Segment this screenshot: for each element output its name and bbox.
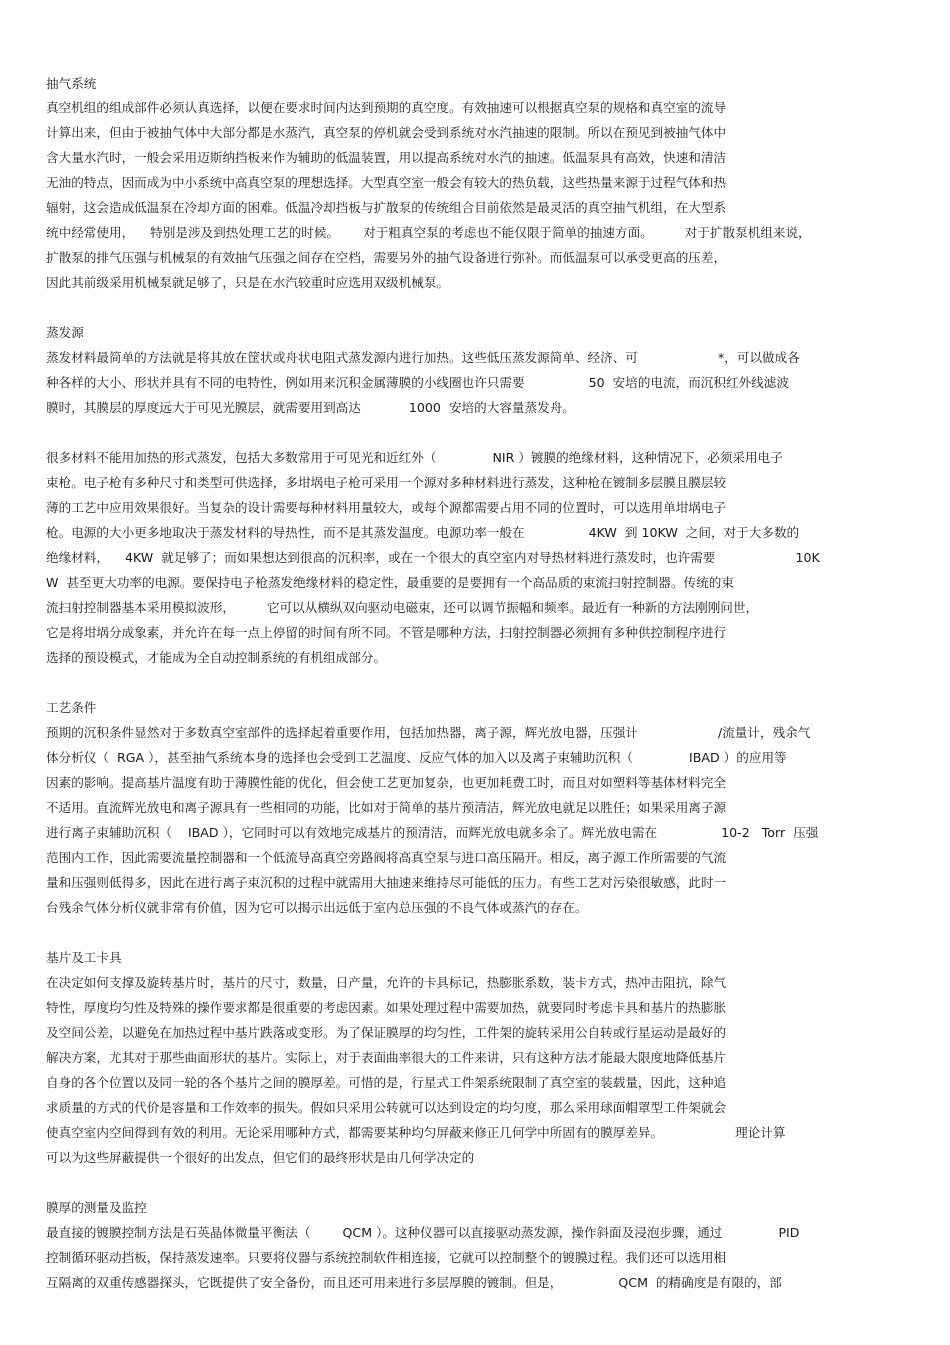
paragraph-line: 因素的影响。提高基片温度有助于薄膜性能的优化，但会使工艺更加复杂，也更加耗费工时，而且对如塑料等基体材料完全 — [46, 775, 727, 790]
paragraph-line: 进行离子束辅助沉积（ IBAD ），它同时可以有效地完成基片的预清洁，而辉光放电就多余了。辉光放电需在 10-2 Torr 压强 — [46, 825, 819, 840]
paragraph-line: 自身的各个位置以及同一轮的各个基片之间的膜厚差。可惜的是，行星式工件架系统限制了真空室的装载量，因此，这种追 — [46, 1075, 727, 1090]
paragraph-line: 量和压强则低得多，因此在进行离子束沉积的过程中就需用大抽速来维持尽可能低的压力。有些工艺对污染很敏感，此时一 — [46, 875, 727, 890]
paragraph-line: 蒸发材料最简单的方法就是将其放在筐状或舟状电阻式蒸发源内进行加热。这些低压蒸发源简单、经济、可 *，可以做成各 — [46, 350, 800, 365]
paragraph-line: 种各样的大小、形状并具有不同的电特性，例如用来沉积金属薄膜的小线圈也许只需要 50 安培的电流，而沉积红外线滤波 — [46, 375, 789, 390]
paragraph-line: 束枪。电子枪有多种尺寸和类型可供选择，多坩埚电子枪可采用一个源对多种材料进行蒸发，这种枪在镀制多层膜且膜层较 — [46, 475, 727, 490]
paragraph-line: W 甚至更大功率的电源。要保持电子枪蒸发绝缘材料的稳定性，最重要的是要拥有一个高品质的束流扫射控制器。传统的束 — [46, 575, 734, 590]
paragraph-line: 预期的沉积条件显然对于多数真空室部件的选择起着重要作用，包括加热器，离子源，辉光放电器，压强计 /流量计，残余气 — [46, 725, 811, 740]
paragraph-line: 统中经常使用， 特别是涉及到热处理工艺的时候。 对于粗真空泵的考虑也不能仅限于简单的抽速方面。 对于扩散泵机组来说， — [46, 225, 811, 240]
paragraph-line: 绝缘材料， 4KW 就足够了；而如果想达到很高的沉积率，或在一个很大的真空室内对导热材料进行蒸发时，也许需要 10K — [46, 550, 820, 565]
section-heading: 蒸发源 — [46, 325, 84, 340]
paragraph-line: 范围内工作，因此需要流量控制器和一个低流导高真空旁路阀将高真空泵与进口高压隔开。相反，离子源工作所需要的气流 — [46, 850, 727, 865]
paragraph-line: 辐射，这会造成低温泵在冷却方面的困难。低温冷却挡板与扩散泵的传统组合目前依然是最灵活的真空抽气机组，在大型系 — [46, 200, 727, 215]
section-heading: 抽气系统 — [46, 76, 97, 91]
paragraph-line: 无油的特点，因而成为中小系统中高真空泵的理想选择。大型真空室一般会有较大的热负载，这些热量来源于过程气体和热 — [46, 175, 727, 190]
paragraph-line: 很多材料不能用加热的形式蒸发，包括大多数常用于可见光和近红外（ NIR ）镀膜的绝缘材料，这种情况下，必须采用电子 — [46, 450, 783, 465]
paragraph-line: 真空机组的组成部件必须认真选择，以便在要求时间内达到预期的真空度。有效抽速可以根据真空泵的规格和真空室的流导 — [46, 100, 727, 115]
paragraph-line: 膜时，其膜层的厚度远大于可见光膜层，就需要用到高达 1000 安培的大容量蒸发舟。 — [46, 400, 575, 415]
paragraph-line: 特性，厚度均匀性及特殊的操作要求都是很重要的考虑因素。如果处理过程中需要加热，就要同时考虑卡具和基片的热膨胀 — [46, 1000, 727, 1015]
paragraph-line: 计算出来，但由于被抽气体中大部分都是水蒸汽，真空泵的停机就会受到系统对水汽抽速的限制。所以在预见到被抽气体中 — [46, 125, 727, 140]
section-heading: 工艺条件 — [46, 700, 97, 715]
paragraph-line: 枪。电源的大小更多地取决于蒸发材料的导热性，而不是其蒸发温度。电源功率一般在 4KW 到 10KW 之间，对于大多数的 — [46, 525, 800, 540]
paragraph-line: 最直接的镀膜控制方法是石英晶体微量平衡法（ QCM ）。这种仪器可以直接驱动蒸发源，操作斜面及浸泡步骤，通过 PID — [46, 1225, 800, 1240]
paragraph-line: 含大量水汽时，一般会采用迈斯纳挡板来作为辅助的低温装置，用以提高系统对水汽的抽速。低温泵具有高效，快速和清洁 — [46, 150, 727, 165]
paragraph-line: 因此其前级采用机械泵就足够了，只是在水汽较重时应选用双级机械泵。 — [46, 275, 449, 290]
paragraph-line: 不适用。直流辉光放电和离子源具有一些相同的功能，比如对于简单的基片预清洁，辉光放电就足以胜任；如果采用离子源 — [46, 800, 727, 815]
section-heading: 膜厚的测量及监控 — [46, 1200, 147, 1215]
paragraph-line: 解决方案，尤其对于那些曲面形状的基片。实际上，对于表面曲率很大的工件来讲，只有这种方法才能最大限度地降低基片 — [46, 1050, 727, 1065]
section-heading: 基片及工卡具 — [46, 950, 122, 965]
paragraph-line: 互隔离的双重传感器探头，它既提供了安全备份，而且还可用来进行多层厚膜的镀制。但是， QCM 的精确度是有限的，部 — [46, 1275, 782, 1290]
paragraph-line: 可以为这些屏蔽提供一个很好的出发点，但它们的最终形状是由几何学决定的 — [46, 1150, 475, 1165]
paragraph-line: 选择的预设模式，才能成为全自动控制系统的有机组成部分。 — [46, 650, 387, 665]
paragraph-line: 薄的工艺中应用效果很好。当复杂的设计需要每种材料用量较大，或每个源都需要占用不同的位置时，可以选用单坩埚电子 — [46, 500, 727, 515]
paragraph-line: 及空间公差，以避免在加热过程中基片跌落或变形。为了保证膜厚的均匀性，工件架的旋转采用公自转或行星运动是最好的 — [46, 1025, 727, 1040]
paragraph-line: 它是将坩埚分成象素，并允许在每一点上停留的时间有所不同。不管是哪种方法，扫射控制器必须拥有多种供控制程序进行 — [46, 625, 727, 640]
paragraph-line: 求质量的方式的代价是容量和工作效率的损失。假如只采用公转就可以达到设定的均匀度，那么采用球面帽罩型工件架就会 — [46, 1100, 727, 1115]
paragraph-line: 在决定如何支撑及旋转基片时，基片的尺寸，数量，日产量，允许的卡具标记，热膨胀系数，装卡方式，热冲击阻抗，除气 — [46, 975, 727, 990]
paragraph-line: 体分析仪（ RGA ），甚至抽气系统本身的选择也会受到工艺温度、反应气体的加入以及离子束辅助沉积（ IBAD ）的应用等 — [46, 750, 787, 765]
paragraph-line: 使真空室内空间得到有效的利用。无论采用哪种方式，都需要某种均匀屏蔽来修正几何学中所固有的膜厚差异。 理论计算 — [46, 1125, 786, 1140]
paragraph-line: 台残余气体分析仪就非常有价值，因为它可以揭示出远低于室内总压强的不良气体或蒸汽的存在。 — [46, 900, 588, 915]
paragraph-line: 扩散泵的排气压强与机械泵的有效抽气压强之间存在空档，需要另外的抽气设备进行弥补。而低温泵可以承受更高的压差， — [46, 250, 727, 265]
paragraph-line: 控制循环驱动挡板，保持蒸发速率。只要将仪器与系统控制软件相连接，它就可以控制整个的镀膜过程。我们还可以选用相 — [46, 1250, 727, 1265]
paragraph-line: 流扫射控制器基本采用模拟波形， 它可以从横纵双向驱动电磁束，还可以调节振幅和频率。最近有一种新的方法刚刚问世， — [46, 600, 759, 615]
